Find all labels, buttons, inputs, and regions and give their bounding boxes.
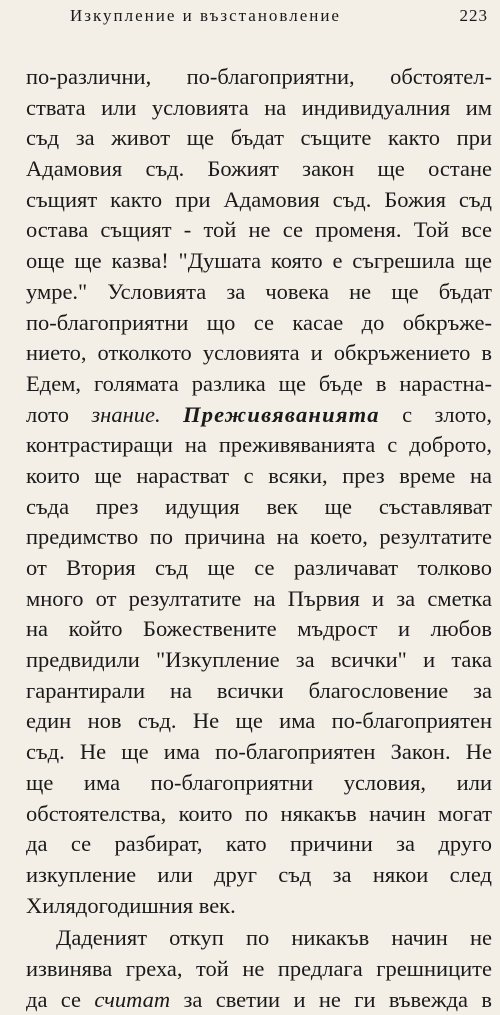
text-line: на който Божествените мъдрост и любов <box>26 616 492 642</box>
text-line <box>26 400 492 431</box>
paragraph <box>26 923 492 1015</box>
text-line: един нов съд. Не ще има по-благоприятен <box>26 708 492 734</box>
text-line: ще има по-благоприятни условия, или <box>26 769 492 795</box>
text-line: Едем, голямата разлика ще бъде в нарастна- <box>26 370 492 396</box>
text-run: за светии и не ги въвежда в <box>170 986 492 1012</box>
text-line: Даденият откуп по никакъв начин не <box>56 925 492 951</box>
text-line: много от резултатите на Първия и за сметка <box>26 585 492 611</box>
text-run: с злото, <box>379 401 493 427</box>
text-line: умре." Условията за човека не ще бъдат <box>26 278 492 304</box>
text-line: нието, отколкото условията и обкръжението в <box>26 340 492 366</box>
emphasis-considered: считат <box>94 986 171 1012</box>
text-line: извинява греха, той не предлага грешниците <box>26 955 492 981</box>
text-line: съда през идущия век ще съставляват <box>26 493 492 519</box>
text-line: ствата или условията на индивидуалния им <box>26 94 492 120</box>
text-run <box>161 402 183 427</box>
text-line: които ще нарастват с всяки, през време на <box>26 462 492 488</box>
paragraph <box>26 62 492 921</box>
text-line: по-различни, по-благоприятни, обстоятел- <box>26 64 492 89</box>
text-line: Адамовия съд. Божият закон ще остане <box>26 156 492 182</box>
text-line: предимство по причина на което, резултатите <box>26 524 492 550</box>
text-line: от Втория съд ще се различават толково <box>26 555 492 580</box>
text-line: предвидили "Изкупление за всички" и така <box>26 647 492 673</box>
text-line: съд за живот ще бъдат същите както при <box>26 125 492 151</box>
text-run: лото <box>26 401 92 427</box>
text-line: да се разбират, като причини за друго <box>26 831 492 857</box>
body-text <box>26 62 492 1015</box>
text-line: изкупление или друг съд за някои след <box>26 861 492 887</box>
text-line <box>26 985 492 1015</box>
text-run: да се <box>26 986 95 1012</box>
text-line: по-благоприятни що се касае до обкръже- <box>26 309 492 335</box>
text-line: гарантирали на всички благословение за <box>26 677 492 703</box>
text-line: обстоятелства, които по някакъв начин могат <box>26 800 492 826</box>
text-line: съд. Не ще има по-благоприятен Закон. Не <box>26 739 492 765</box>
running-head <box>70 6 488 30</box>
emphasis-knowledge: знание. <box>91 401 161 427</box>
text-line: остава същият - той не се променя. Той все <box>26 217 492 243</box>
text-line: контрастиращи на преживяванията с доброто, <box>26 432 492 458</box>
text-line: Хилядогодишния век. <box>26 892 236 918</box>
text-line: същият както при Адамовия съд. Божия съд <box>26 186 492 212</box>
text-line: още ще казва! "Душата която е съгрешила ще <box>26 248 492 274</box>
running-title: Изкупление и възстановление <box>70 6 341 25</box>
page-number: 223 <box>459 6 488 25</box>
emphasis-experiences: Преживяванията <box>183 401 380 427</box>
